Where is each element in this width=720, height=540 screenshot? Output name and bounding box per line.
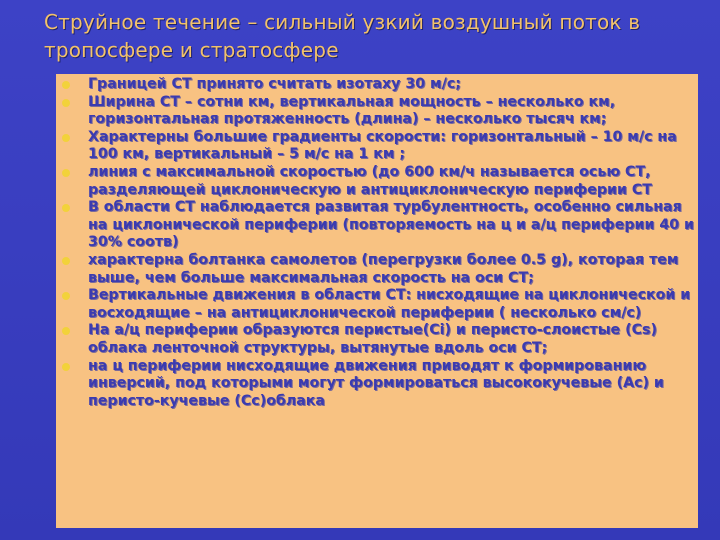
bullet-text: В области СТ наблюдается развитая турбулентность, особенно сильная на циклонической периферии (повторяемость на ц и а/ц периферии 40 и 30% соотв) [88, 199, 694, 251]
bullet-list [62, 76, 702, 410]
bullet-text: Ширина СТ – сотни км, вертикальная мощность – несколько км, горизонтальная протяженность (длина) – несколько тысяч км; [88, 93, 616, 128]
list-item [62, 199, 702, 252]
bullet-dot-icon [62, 204, 70, 212]
bullet-dot-icon [62, 81, 70, 89]
list-item [62, 129, 702, 164]
bullet-text: На а/ц периферии образуются перистые(Ci) и перисто-слоистые (Cs) облака ленточной структуры, вытянутые вдоль оси СТ; [88, 322, 657, 356]
list-item [62, 358, 702, 411]
bullet-text: характерна болтанка самолетов (перегрузки более 0.5 g), которая тем выше, чем больше максимальная скорость на оси СТ; [88, 251, 679, 286]
list-item [62, 164, 702, 199]
list-item [62, 94, 702, 129]
bullet-dot-icon [62, 257, 70, 265]
bullet-text: Границей СТ принято считать изотаху 30 м/с; [88, 76, 461, 92]
bullet-text: Вертикальные движения в области СТ: нисходящие на циклонической и восходящие – на антициклонической периферии ( несколько см/с) [88, 287, 691, 321]
bullet-dot-icon [62, 363, 70, 371]
list-item [62, 287, 702, 322]
slide-title: Струйное течение – сильный узкий воздушный поток в тропосфере и стратосфере [44, 10, 641, 62]
bullet-text: линия с максимальной скоростью (до 600 км/ч называется осью СТ, разделяющей циклоническую и антициклоническую периферии СТ [88, 163, 652, 198]
bullet-dot-icon [62, 99, 70, 107]
bullet-dot-icon [62, 292, 70, 300]
list-item [62, 76, 702, 94]
bullet-dot-icon [62, 327, 70, 335]
list-item [62, 252, 702, 287]
bullet-text: на ц периферии нисходящие движения приводят к формированию инверсий, под которыми могут формироваться высококучевые (Ac) и перисто-кучевые (Cc)облака [88, 357, 664, 409]
bullet-dot-icon [62, 169, 70, 177]
list-item [62, 322, 702, 357]
bullet-text: Характерны большие градиенты скорости: горизонтальный – 10 м/с на 100 км, вертикальный – 5 м/с на 1 км ; [88, 128, 677, 163]
bullet-dot-icon [62, 134, 70, 142]
